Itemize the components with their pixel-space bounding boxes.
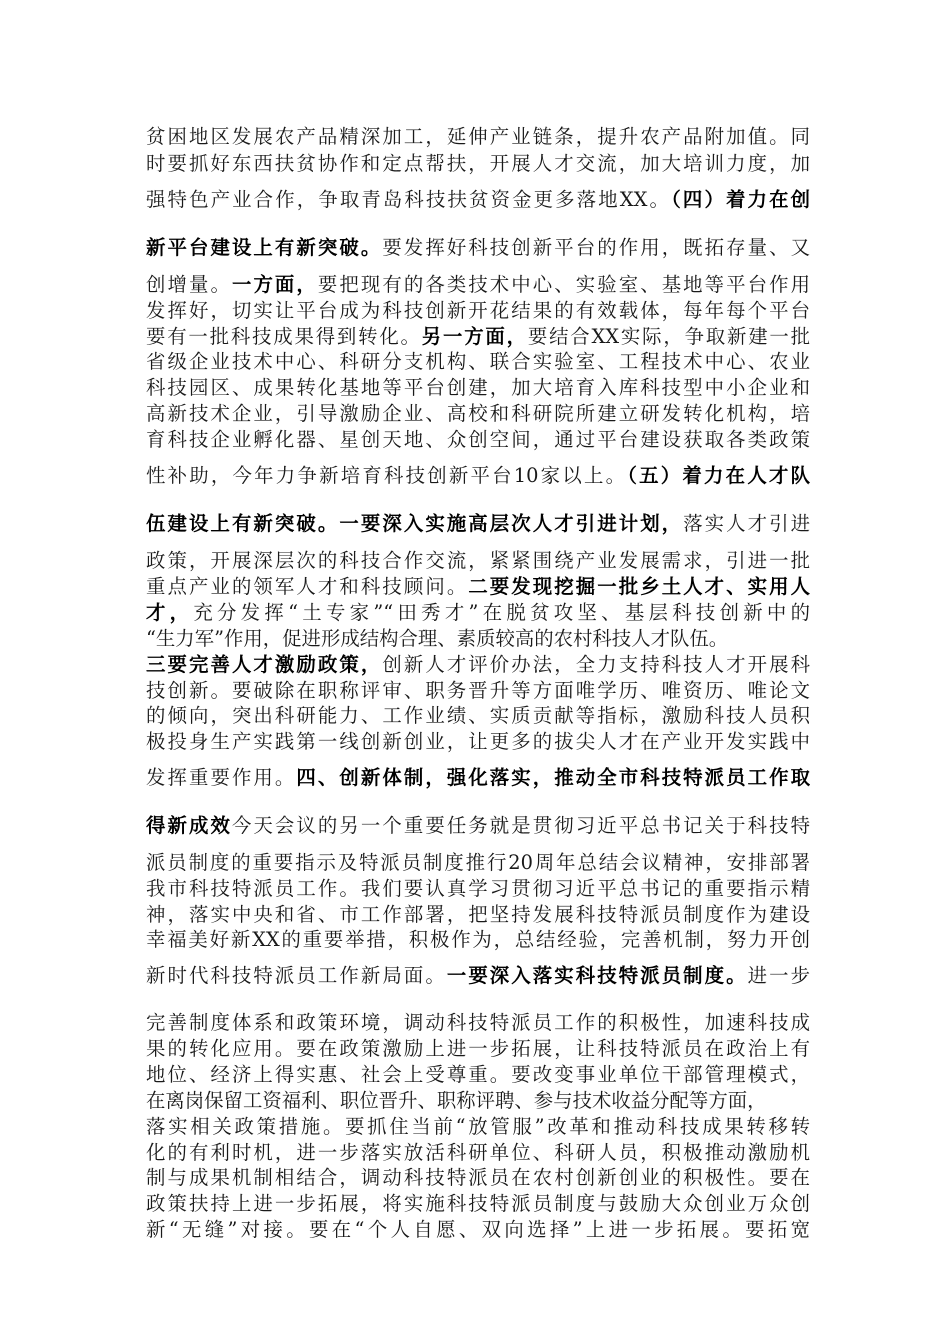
text-segment: 省级企业技术中心、科研分支机构、联合实验室、工程技术中心、农业	[146, 350, 810, 373]
text-line	[146, 427, 810, 453]
text-segment: 科技园区、成果转化基地等平台创建，加大培育入库科技型中小企业和	[146, 376, 810, 399]
text-segment: 性补助，今年力争新培育科技创新平台10家以上。	[146, 464, 628, 487]
text-segment: 幸福美好新XX的重要举措，积极作为，总结经验，完善机制，努力开创	[146, 928, 810, 951]
text-segment: 进一步	[747, 964, 810, 987]
text-line	[146, 298, 810, 324]
bold-text-segment: 伍建设上有新突破。一要深入实施高层次人才引进计划，	[146, 512, 684, 535]
text-segment: 我市科技特派员工作。我们要认真学习贯彻习近平总书记的重要指示精	[146, 877, 810, 900]
text-line	[146, 574, 810, 600]
text-line	[146, 1036, 810, 1062]
text-segment: 果的转化应用。要在政策激励上进一步拓展，让科技特派员在政治上有	[146, 1037, 810, 1060]
text-segment: 要结合XX实际，争取新建一批	[527, 325, 810, 348]
text-line	[146, 375, 810, 401]
text-segment: 地位、经济上得实惠、社会上受尊重。要改变事业单位干部管理模式，	[146, 1063, 810, 1086]
text-segment: 神，落实中央和省、市工作部署，把坚持发展科技特派员制度作为建设	[146, 903, 810, 926]
text-segment: “生力军”作用，促进形成结构合理、素质较高的农村科技人才队伍。	[146, 627, 729, 650]
text-line	[146, 703, 810, 729]
text-line	[146, 927, 810, 953]
text-segment: 新“无缝”对接。要在“个人自愿、双向选择”上进一步拓展。要拓宽	[146, 1218, 810, 1241]
bold-text-segment: 三要完善人才激励政策，	[146, 653, 383, 676]
text-segment: 新时代科技特派员工作新局面。	[146, 964, 447, 987]
text-line	[146, 813, 810, 839]
text-segment: 制与成果机制相结合，调动科技特派员在农村创新创业的积极性。要在	[146, 1166, 810, 1189]
text-segment: 育科技企业孵化器、星创天地、众创空间，通过平台建设获取各类政策	[146, 428, 810, 451]
text-segment: 发挥好，切实让平台成为科技创新开花结果的有效载体，每年每个平台	[146, 299, 810, 322]
text-segment: 要把现有的各类技术中心、实验室、基地等平台作用	[317, 273, 810, 296]
bold-text-segment: 二要发现挖掘一批乡土人才、实用人	[468, 575, 810, 598]
text-line	[146, 626, 810, 652]
text-line	[146, 1088, 810, 1114]
bold-text-segment: 一要深入落实科技特派员制度。	[446, 964, 748, 987]
text-segment: 派员制度的重要指示及特派员制度推行20周年总结会议精神，安排部署	[146, 851, 810, 874]
text-segment: 发挥重要作用。	[146, 766, 297, 789]
text-line	[146, 463, 810, 489]
bold-text-segment: 一方面，	[231, 273, 318, 296]
text-segment: 重点产业的领军人才和科技顾问。	[146, 575, 469, 598]
text-line	[146, 765, 810, 791]
text-line	[146, 272, 810, 298]
text-line	[146, 1010, 810, 1036]
text-line	[146, 902, 810, 928]
bold-text-segment: 才，	[146, 601, 194, 624]
text-segment: 今天会议的另一个重要任务就是贯彻习近平总书记关于科技特	[231, 814, 810, 837]
text-line	[146, 963, 810, 989]
text-segment: 要有一批科技成果得到转化。	[146, 325, 422, 348]
text-segment: 落实人才引进	[683, 512, 810, 535]
text-line	[146, 1191, 810, 1217]
text-line	[146, 187, 810, 213]
text-line	[146, 876, 810, 902]
text-line	[146, 600, 810, 626]
text-line	[146, 511, 810, 537]
bold-text-segment: 另一方面，	[421, 325, 528, 348]
text-segment: 在离岗保留工资福利、职位晋升、职称评聘、参与技术收益分配等方面，	[146, 1089, 767, 1112]
text-segment: 创增量。	[146, 273, 232, 296]
text-segment: 强特色产业合作，争取青岛科技扶贫资金更多落地XX。	[146, 188, 672, 211]
text-line	[146, 151, 810, 177]
bold-text-segment: 得新成效	[146, 814, 232, 837]
text-line	[146, 652, 810, 678]
text-line	[146, 850, 810, 876]
text-line	[146, 349, 810, 375]
text-segment: 极投身生产实践第一线创新创业，让更多的拔尖人才在产业开发实践中	[146, 730, 810, 753]
text-line	[146, 1165, 810, 1191]
text-line	[146, 678, 810, 704]
text-segment: 化的有利时机，进一步落实放活科研单位、科研人员，积极推动激励机	[146, 1141, 810, 1164]
text-segment: 要发挥好科技创新平台的作用，既拓存量、又	[382, 236, 810, 259]
text-segment: 时要抓好东西扶贫协作和定点帮扶，开展人才交流，加大培训力度，加	[146, 152, 810, 175]
text-segment: 落实相关政策措施。要抓住当前“放管服”改革和推动科技成果转移转	[146, 1115, 810, 1138]
text-line	[146, 324, 810, 350]
text-line	[146, 548, 810, 574]
text-line	[146, 1217, 810, 1243]
bold-text-segment: （五）着力在人才队	[627, 464, 810, 487]
bold-text-segment: 新平台建设上有新突破。	[146, 236, 383, 259]
text-segment: 充分发挥“土专家”“田秀才”在脱贫攻坚、基层科技创新中的	[193, 601, 810, 624]
text-line	[146, 1140, 810, 1166]
text-segment: 高新技术企业，引导激励企业、高校和科研院所建立研发转化机构，培	[146, 402, 810, 425]
text-segment: 完善制度体系和政策环境，调动科技特派员工作的积极性，加速科技成	[146, 1011, 810, 1034]
text-segment: 创新人才评价办法，全力支持科技人才开展科	[382, 653, 810, 676]
bold-text-segment: 四、创新体制，强化落实，推动全市科技特派员工作取	[296, 766, 810, 789]
text-line	[146, 124, 810, 150]
text-segment: 技创新。要破除在职称评审、职务晋升等方面唯学历、唯资历、唯论文	[146, 679, 810, 702]
text-segment: 贫困地区发展农产品精深加工，延伸产业链条，提升农产品附加值。同	[146, 125, 810, 148]
text-line	[146, 729, 810, 755]
text-segment: 政策，开展深层次的科技合作交流，紧紧围绕产业发展需求，引进一批	[146, 549, 810, 572]
text-line	[146, 1062, 810, 1088]
bold-text-segment: （四）着力在创	[671, 188, 810, 211]
text-segment: 政策扶持上进一步拓展，将实施科技特派员制度与鼓励大众创业万众创	[146, 1192, 810, 1215]
text-line	[146, 235, 810, 261]
text-line	[146, 401, 810, 427]
text-line	[146, 1114, 810, 1140]
text-segment: 的倾向，突出科研能力、工作业绩、实质贡献等指标，激励科技人员积	[146, 704, 810, 727]
